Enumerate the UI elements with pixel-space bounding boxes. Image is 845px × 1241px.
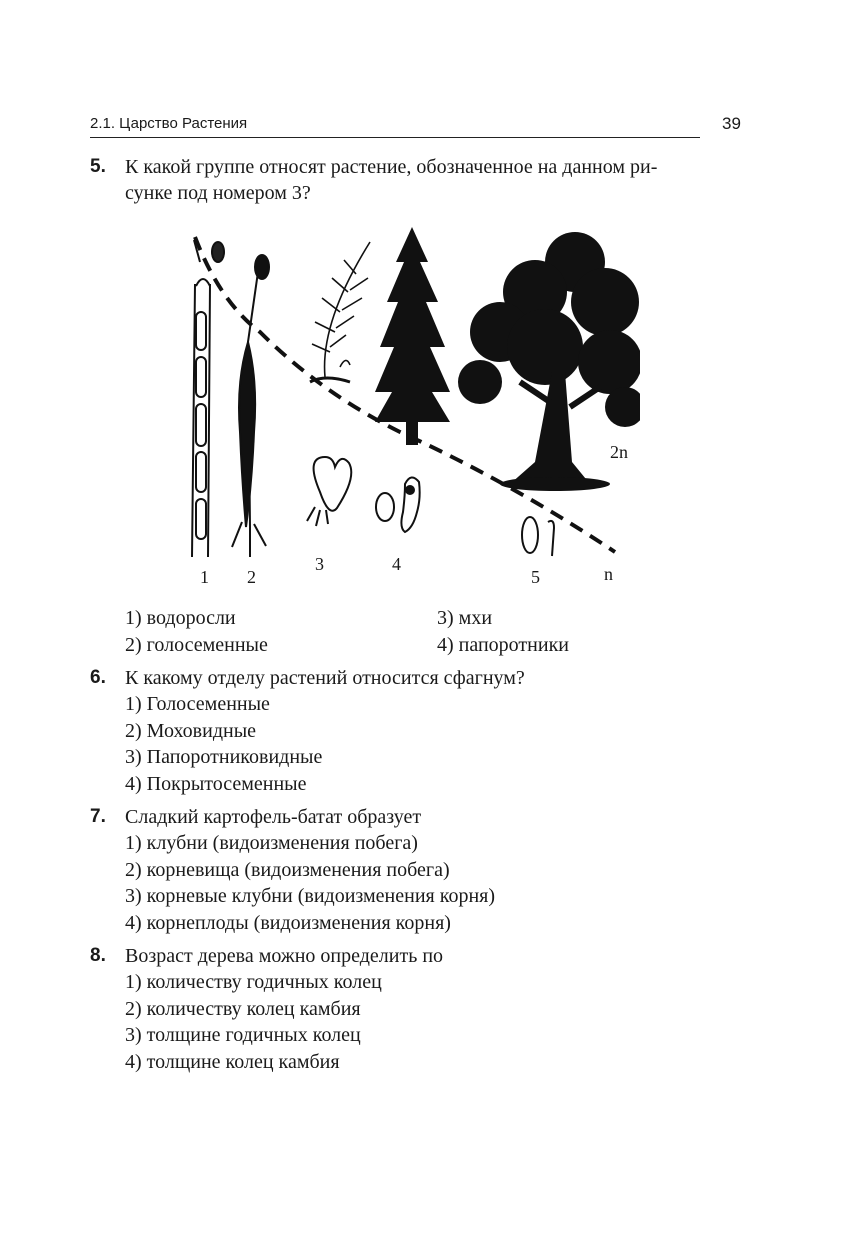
question-text: Возраст дерева можно определить по [125,945,444,967]
option-3: 3) толщине годичных колец [125,1024,361,1046]
option-3: 3) Папоротниковидные [125,746,323,768]
gametes-drawing [522,517,554,556]
option-4: 4) Покрытосеменные [125,772,307,795]
moss-drawing [232,255,269,557]
running-header [90,113,700,138]
figure-illustration [180,222,640,592]
option-4: 4) папоротники [437,634,569,656]
option-3: 3) корневые клубни (видоизменения корня) [125,885,495,907]
section-title: 2.1. Царство Растения [90,115,248,132]
option-1: 1) Голосеменные [125,693,270,715]
question-number: 5. [90,156,106,177]
question-text-line-2: сунке под номером 3? [125,182,311,204]
question-6 [90,665,750,797]
figure-label-2n: 2n [610,442,628,462]
page-number: 39 [722,114,741,133]
option-4: 4) корнеплоды (видоизменения корня) [125,911,451,934]
spore-drawing [376,477,420,532]
question-text-line-1: К какой группе относят растение, обозначенное на данном ри- [125,156,658,178]
option-2: 2) количеству колец камбия [125,997,361,1020]
figure-label-5: 5 [531,567,540,587]
option-2: 2) корневища (видоизменения побега) [125,858,450,881]
figure-label-2: 2 [247,567,256,587]
figure-label-3: 3 [315,554,324,574]
question-5 [90,154,750,206]
plant-evolution-figure [180,222,640,592]
question-number: 6. [90,667,106,688]
prothallus-drawing [307,457,351,526]
option-2: 2) голосеменные [125,634,268,656]
question-7 [90,804,750,936]
option-1: 1) количеству годичных колец [125,971,382,993]
option-1: 1) водоросли [125,607,236,629]
option-2: 2) Моховидные [125,719,257,742]
figure-label-4: 4 [392,554,401,574]
conifer-tree-drawing [375,227,450,445]
question-number: 7. [90,806,106,827]
question-text: Сладкий картофель-батат образует [125,806,422,828]
option-3: 3) мхи [437,607,493,629]
option-1: 1) клубни (видоизменения побега) [125,832,418,854]
question-text: К какому отделу растений относится сфагнум? [125,667,525,689]
question-number: 8. [90,945,106,966]
option-4: 4) толщине колец камбия [125,1050,340,1073]
figure-label-1: 1 [200,567,209,587]
figure-label-n: n [604,564,613,584]
question-8 [90,943,750,1075]
fern-drawing [310,242,370,382]
